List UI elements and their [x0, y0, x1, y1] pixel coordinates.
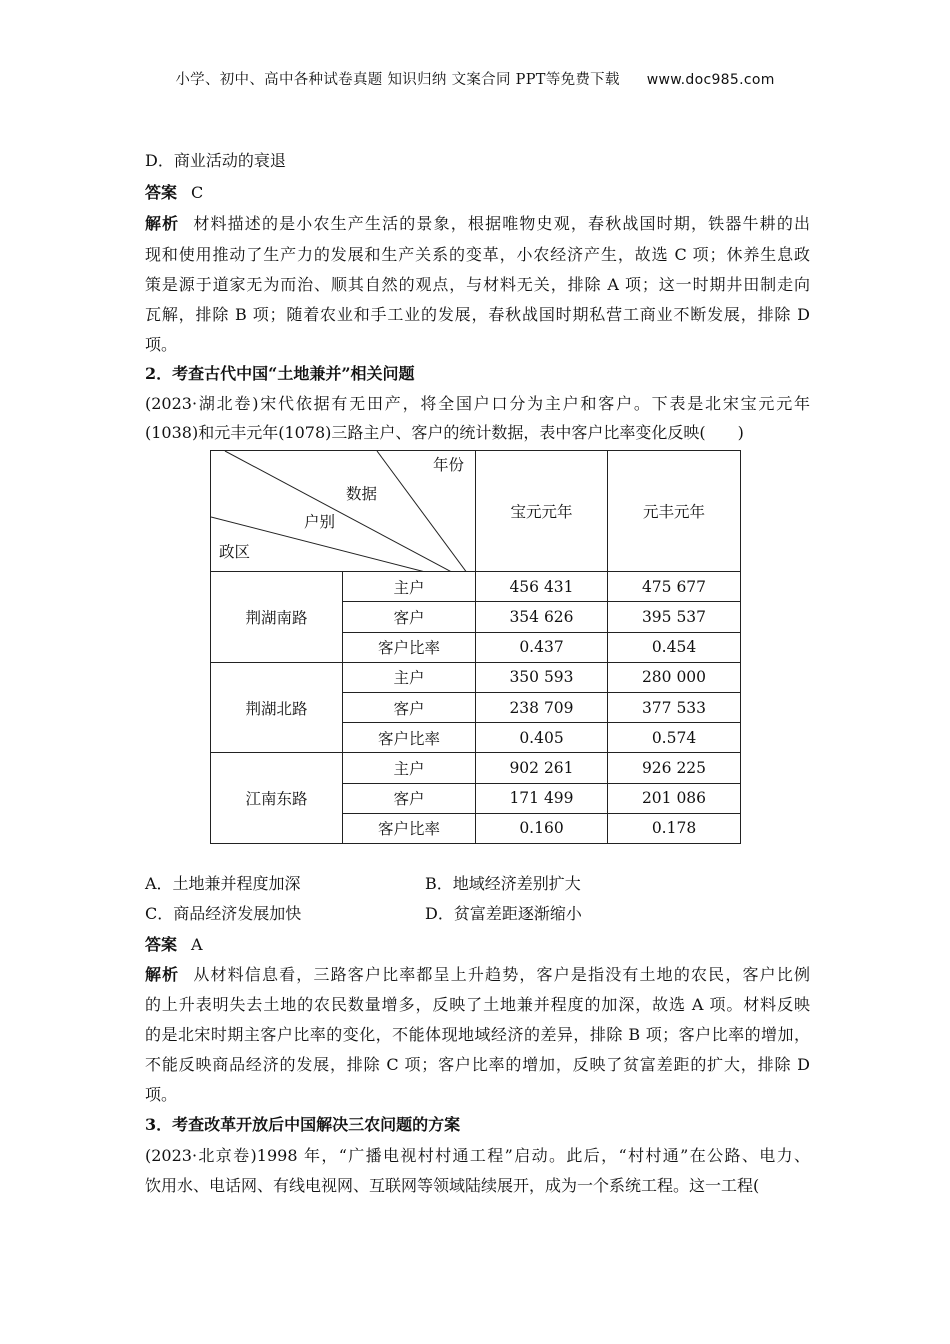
- value-cell: 201 086: [608, 783, 741, 813]
- q2-analysis-text-1: 从材料信息看，三路客户比率都呈上升趋势，客户是指没有土地的农民，客户比例: [193, 965, 810, 984]
- q2-option-b: B．地域经济差别扩大: [425, 874, 581, 893]
- corner-household: 户别: [304, 513, 336, 531]
- value-cell: 0.454: [608, 632, 741, 662]
- q1-option-d: D．商业活动的衰退: [145, 151, 286, 170]
- region-cell: 荆湖北路: [211, 662, 343, 753]
- q2-answer: [145, 933, 810, 957]
- q1-analysis-line-2: 现和使用推动了生产力的发展和生产关系的变革，小农经济产生，故选 C 项；休养生息政: [145, 245, 810, 264]
- q2-analysis-label: 解析: [145, 965, 180, 984]
- q1-analysis-line-4: 瓦解，排除 B 项；随着农业和手工业的发展，春秋战国时期私营工商业不断发展，排除 D: [145, 305, 810, 324]
- q2-option-c: C．商品经济发展加快: [145, 904, 302, 923]
- type-cell: 主户: [343, 572, 476, 602]
- value-cell: 395 537: [608, 602, 741, 632]
- q1-analysis-line-1: [145, 212, 810, 236]
- type-cell: 客户: [343, 692, 476, 722]
- value-cell: 926 225: [608, 753, 741, 783]
- corner-data: 数据: [346, 485, 378, 503]
- q2-answer-label: 答案: [145, 935, 178, 954]
- region-cell: 江南东路: [211, 753, 343, 844]
- header-site: www.doc985.com: [646, 72, 775, 88]
- q2-analysis-line-4: 不能反映商品经济的发展，排除 C 项；客户比率的增加，反映了贫富差距的扩大，排除 D: [145, 1055, 810, 1074]
- table-header-row: [211, 451, 741, 572]
- table-row: [211, 753, 741, 783]
- type-cell: 客户: [343, 783, 476, 813]
- value-cell: 354 626: [476, 602, 608, 632]
- value-cell: 475 677: [608, 572, 741, 602]
- q1-analysis-line-5: 项。: [145, 335, 178, 354]
- q2-analysis-line-2: 的上升表明失去土地的农民数量增多，反映了土地兼并程度的加深，故选 A 项。材料反映: [145, 995, 810, 1014]
- q2-stem-line-1: (2023·湖北卷)宋代依据有无田产，将全国户口分为主户和客户。下表是北宋宝元元年: [145, 394, 810, 413]
- q2-option-d: D．贫富差距逐渐缩小: [425, 904, 582, 923]
- col-header-2: 元丰元年: [608, 451, 741, 572]
- corner-year: 年份: [433, 456, 465, 474]
- q2-analysis-line-1: [145, 963, 810, 987]
- q1-analysis-text-1: 材料描述的是小农生产生活的景象，根据唯物史观，春秋战国时期，铁器牛耕的出: [193, 214, 810, 233]
- q2-stem-line-2: (1038)和元丰元年(1078)三路主户、客户的统计数据，表中客户比率变化反映( ): [145, 423, 744, 442]
- value-cell: 171 499: [476, 783, 608, 813]
- value-cell: 0.437: [476, 632, 608, 662]
- value-cell: 456 431: [476, 572, 608, 602]
- value-cell: 280 000: [608, 662, 741, 692]
- type-cell: 客户比率: [343, 632, 476, 662]
- value-cell: 902 261: [476, 753, 608, 783]
- q2-title: 2．考查古代中国“土地兼并”相关问题: [145, 364, 415, 383]
- table-corner-cell: [211, 451, 476, 572]
- col-header-1: 宝元元年: [476, 451, 608, 572]
- region-cell: 荆湖南路: [211, 572, 343, 663]
- value-cell: 0.574: [608, 723, 741, 753]
- q3-title: 3．考查改革开放后中国解决三农问题的方案: [145, 1115, 461, 1134]
- value-cell: 0.160: [476, 813, 608, 843]
- value-cell: 350 593: [476, 662, 608, 692]
- value-cell: 0.405: [476, 723, 608, 753]
- table-row: [211, 662, 741, 692]
- q2-answer-value: A: [191, 935, 203, 954]
- q1-answer-value: C: [191, 183, 204, 202]
- q2-analysis-line-5: 项。: [145, 1085, 178, 1104]
- q3-stem-line-1: (2023·北京卷)1998 年，“广播电视村村通工程”启动。此后，“村村通”在公路、电力、: [145, 1146, 810, 1165]
- type-cell: 主户: [343, 753, 476, 783]
- table-row: [211, 572, 741, 602]
- q1-answer-label: 答案: [145, 183, 178, 202]
- corner-region: 政区: [219, 543, 251, 561]
- q1-answer: [145, 181, 810, 205]
- value-cell: 238 709: [476, 692, 608, 722]
- value-cell: 0.178: [608, 813, 741, 843]
- type-cell: 客户比率: [343, 813, 476, 843]
- type-cell: 客户比率: [343, 723, 476, 753]
- page-header: [0, 68, 950, 89]
- q1-analysis-line-3: 策是源于道家无为而治、顺其自然的观点，与材料无关，排除 A 项；这一时期井田制走向: [145, 275, 810, 294]
- type-cell: 客户: [343, 602, 476, 632]
- type-cell: 主户: [343, 662, 476, 692]
- q3-stem-line-2: 饮用水、电话网、有线电视网、互联网等领域陆续展开，成为一个系统工程。这一工程(: [145, 1176, 760, 1195]
- q2-option-a: A．土地兼并程度加深: [145, 874, 301, 893]
- value-cell: 377 533: [608, 692, 741, 722]
- q1-analysis-label: 解析: [145, 214, 180, 233]
- header-text: 小学、初中、高中各种试卷真题 知识归纳 文案合同 PPT等免费下载: [175, 72, 620, 88]
- q2-analysis-line-3: 的是北宋时期主客户比率的变化，不能体现地域经济的差异，排除 B 项；客户比率的增加，: [145, 1025, 810, 1044]
- data-table: [210, 450, 741, 844]
